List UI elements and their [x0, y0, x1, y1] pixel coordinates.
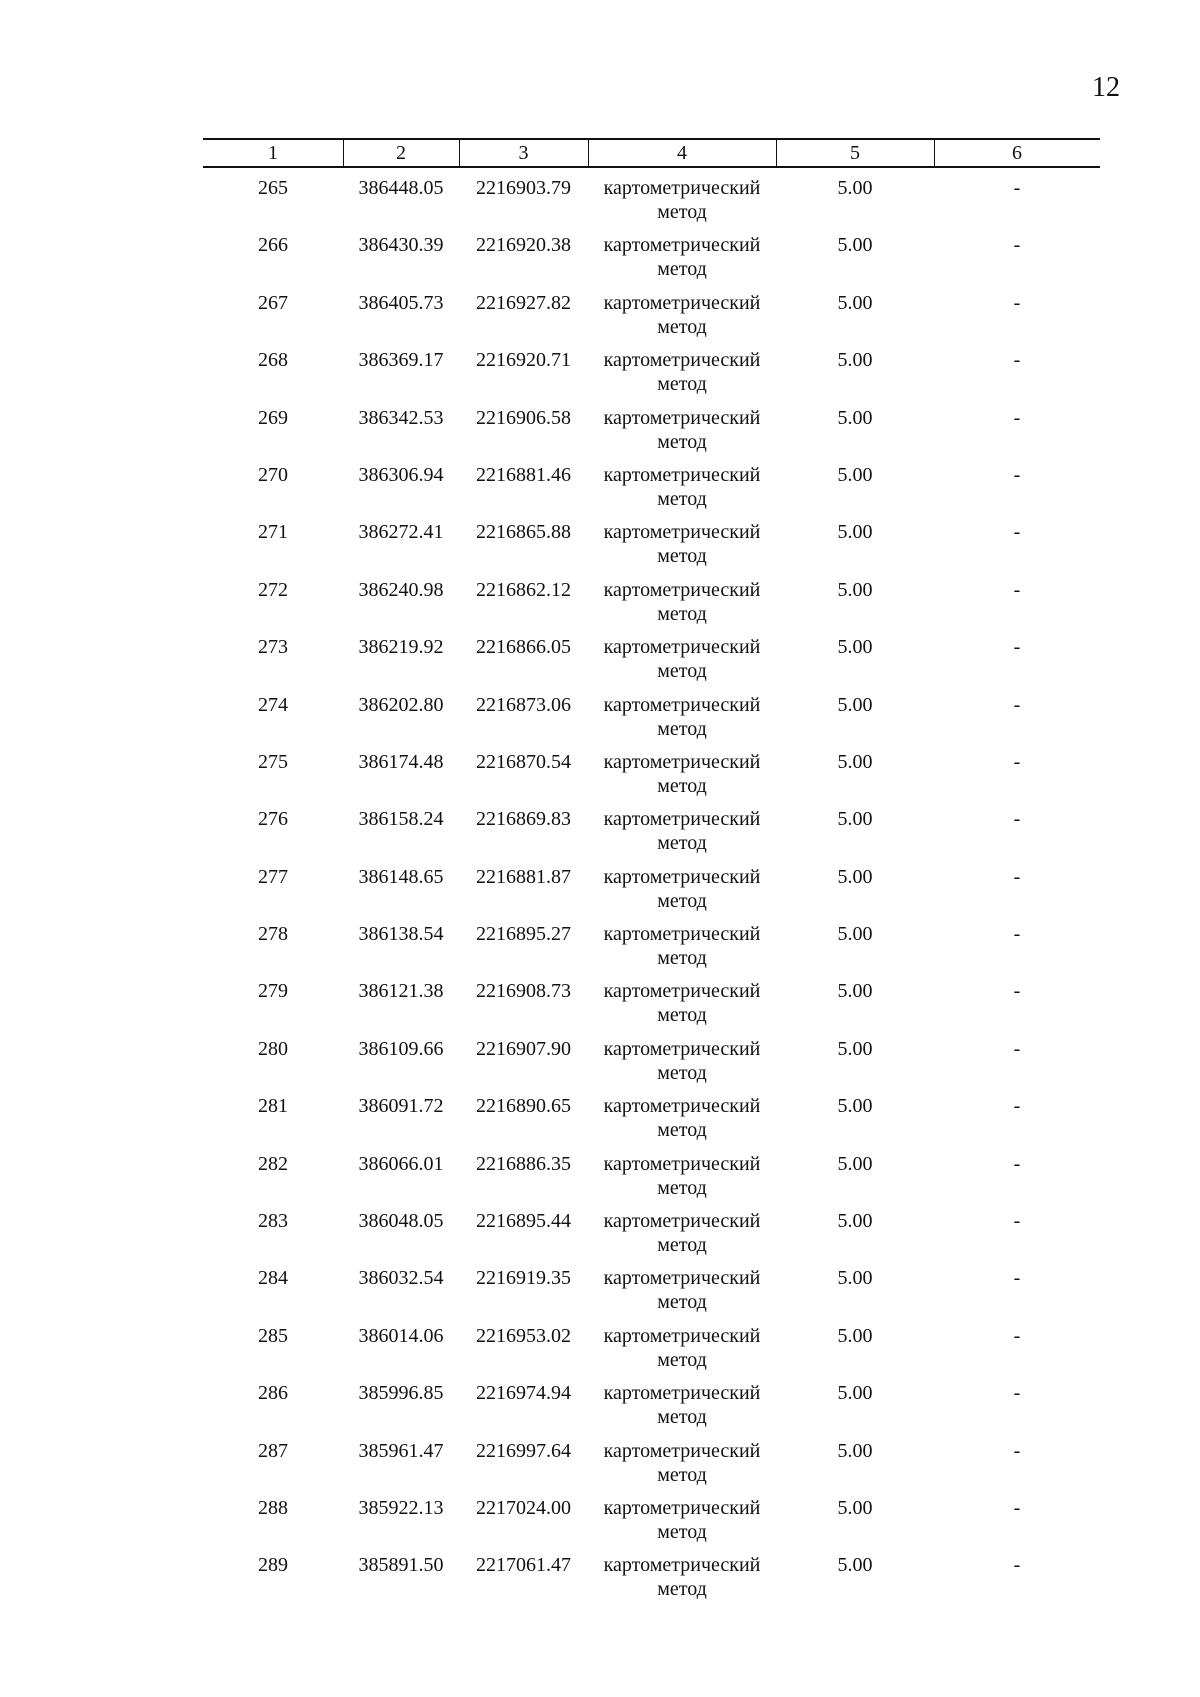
x-coordinate-cell: 386405.73 — [358, 291, 444, 314]
note-cell: - — [1013, 1152, 1021, 1175]
table-row — [203, 1496, 1100, 1553]
x-coordinate-cell: 386109.66 — [358, 1037, 444, 1060]
x-coordinate-cell: 386369.17 — [358, 349, 444, 372]
accuracy-cell: 5.00 — [837, 578, 873, 601]
method-line-1: картометрический — [603, 291, 761, 314]
accuracy-cell: 5.00 — [837, 1267, 873, 1290]
y-coordinate-cell: 2216903.79 — [476, 177, 571, 199]
method-line-2: метод — [657, 717, 707, 740]
y-coordinate-cell: 2217061.47 — [476, 1554, 571, 1577]
method-line-1: картометрический — [603, 1095, 761, 1118]
method-line-2: метод — [657, 545, 707, 568]
accuracy-cell: 5.00 — [837, 865, 873, 888]
accuracy-cell: 5.00 — [837, 1439, 873, 1462]
x-coordinate-cell: 386138.54 — [358, 923, 444, 946]
table-row — [203, 233, 1100, 290]
note-cell: - — [1013, 463, 1021, 486]
y-coordinate-cell: 2216953.02 — [476, 1324, 571, 1347]
method-cell — [588, 1439, 776, 1487]
y-coordinate-cell: 2216920.71 — [476, 349, 571, 372]
method-cell — [588, 348, 776, 396]
table-row — [203, 348, 1100, 405]
column-header-5: 5 — [850, 142, 860, 164]
x-coordinate-cell: 386121.38 — [358, 980, 444, 1003]
note-cell: - — [1013, 234, 1021, 257]
method-line-2: метод — [657, 660, 707, 683]
method-line-1: картометрический — [603, 349, 761, 372]
point-number-cell: 287 — [258, 1439, 288, 1462]
note-cell: - — [1013, 177, 1021, 199]
method-line-1: картометрический — [603, 578, 761, 601]
method-cell — [588, 1381, 776, 1429]
column-header-2: 2 — [396, 142, 406, 164]
accuracy-cell: 5.00 — [837, 291, 873, 314]
method-line-2: метод — [657, 1176, 707, 1199]
table-row — [203, 176, 1100, 233]
method-line-2: метод — [657, 1520, 707, 1543]
point-number-cell: 274 — [258, 693, 288, 716]
point-number-cell: 270 — [258, 463, 288, 486]
column-header-3: 3 — [518, 142, 529, 164]
method-line-2: метод — [657, 487, 707, 510]
point-number-cell: 275 — [258, 750, 288, 773]
y-coordinate-cell: 2216907.90 — [476, 1037, 571, 1060]
accuracy-cell: 5.00 — [837, 1324, 873, 1347]
method-line-2: метод — [657, 1348, 707, 1371]
table-row — [203, 463, 1100, 520]
note-cell: - — [1013, 980, 1021, 1003]
x-coordinate-cell: 386219.92 — [358, 636, 444, 659]
method-cell — [588, 1553, 776, 1601]
table-row — [203, 291, 1100, 348]
y-coordinate-cell: 2216873.06 — [476, 693, 571, 716]
table-row — [203, 1381, 1100, 1438]
x-coordinate-cell: 386342.53 — [358, 406, 444, 429]
method-cell — [588, 1266, 776, 1314]
x-coordinate-cell: 386032.54 — [358, 1267, 444, 1290]
method-cell — [588, 578, 776, 626]
x-coordinate-cell: 385891.50 — [358, 1554, 444, 1577]
method-cell — [588, 233, 776, 281]
method-line-1: картометрический — [603, 980, 761, 1003]
point-number-cell: 267 — [258, 291, 288, 314]
method-line-2: метод — [657, 774, 707, 797]
table-row — [203, 578, 1100, 635]
x-coordinate-cell: 386158.24 — [358, 808, 444, 831]
accuracy-cell: 5.00 — [837, 636, 873, 659]
point-number-cell: 265 — [258, 177, 288, 199]
method-line-1: картометрический — [603, 1439, 761, 1462]
table-row — [203, 979, 1100, 1036]
column-header-4: 4 — [677, 142, 687, 164]
accuracy-cell: 5.00 — [837, 234, 873, 257]
note-cell: - — [1013, 406, 1021, 429]
x-coordinate-cell: 386091.72 — [358, 1095, 444, 1118]
y-coordinate-cell: 2216870.54 — [476, 750, 571, 773]
method-line-1: картометрический — [603, 177, 761, 199]
method-line-2: метод — [657, 947, 707, 970]
x-coordinate-cell: 386240.98 — [358, 578, 444, 601]
point-number-cell: 273 — [258, 636, 288, 659]
y-coordinate-cell: 2216908.73 — [476, 980, 571, 1003]
table-row — [203, 1324, 1100, 1381]
method-cell — [588, 922, 776, 970]
note-cell: - — [1013, 923, 1021, 946]
method-line-1: картометрический — [603, 1267, 761, 1290]
accuracy-cell: 5.00 — [837, 521, 873, 544]
point-number-cell: 285 — [258, 1324, 288, 1347]
accuracy-cell: 5.00 — [837, 750, 873, 773]
method-line-1: картометрический — [603, 463, 761, 486]
accuracy-cell: 5.00 — [837, 177, 873, 199]
method-line-2: метод — [657, 1061, 707, 1084]
note-cell: - — [1013, 291, 1021, 314]
table-row — [203, 922, 1100, 979]
point-number-cell: 269 — [258, 406, 288, 429]
point-number-cell: 278 — [258, 923, 288, 946]
method-line-1: картометрический — [603, 1324, 761, 1347]
method-line-1: картометрический — [603, 1382, 761, 1405]
note-cell: - — [1013, 1267, 1021, 1290]
method-line-2: метод — [657, 832, 707, 855]
method-cell — [588, 176, 776, 224]
y-coordinate-cell: 2216881.87 — [476, 865, 571, 888]
point-number-cell: 271 — [258, 521, 288, 544]
table-row — [203, 1152, 1100, 1209]
y-coordinate-cell: 2217024.00 — [476, 1496, 571, 1519]
method-line-2: метод — [657, 258, 707, 281]
method-line-1: картометрический — [603, 1496, 761, 1519]
point-number-cell: 286 — [258, 1382, 288, 1405]
y-coordinate-cell: 2216890.65 — [476, 1095, 571, 1118]
table-row — [203, 1209, 1100, 1266]
x-coordinate-cell: 386066.01 — [358, 1152, 444, 1175]
x-coordinate-cell: 386014.06 — [358, 1324, 444, 1347]
method-line-2: метод — [657, 430, 707, 453]
method-line-1: картометрический — [603, 1210, 761, 1233]
x-coordinate-cell: 385922.13 — [358, 1496, 444, 1519]
method-line-1: картометрический — [603, 865, 761, 888]
method-line-2: метод — [657, 315, 707, 338]
method-line-1: картометрический — [603, 1152, 761, 1175]
method-line-2: метод — [657, 602, 707, 625]
table-body — [203, 176, 1100, 1611]
point-number-cell: 283 — [258, 1210, 288, 1233]
y-coordinate-cell: 2216906.58 — [476, 406, 571, 429]
method-cell — [588, 1037, 776, 1085]
note-cell: - — [1013, 578, 1021, 601]
y-coordinate-cell: 2216881.46 — [476, 463, 571, 486]
method-cell — [588, 807, 776, 855]
note-cell: - — [1013, 1496, 1021, 1519]
point-number-cell: 279 — [258, 980, 288, 1003]
method-cell — [588, 1209, 776, 1257]
x-coordinate-cell: 386430.39 — [358, 234, 444, 257]
point-number-cell: 289 — [258, 1554, 288, 1577]
note-cell: - — [1013, 808, 1021, 831]
note-cell: - — [1013, 1037, 1021, 1060]
note-cell: - — [1013, 865, 1021, 888]
x-coordinate-cell: 386306.94 — [358, 463, 444, 486]
table-row — [203, 807, 1100, 864]
note-cell: - — [1013, 750, 1021, 773]
note-cell: - — [1013, 1554, 1021, 1577]
table-row — [203, 406, 1100, 463]
method-cell — [588, 291, 776, 339]
table-header — [203, 138, 1100, 168]
y-coordinate-cell: 2216866.05 — [476, 636, 571, 659]
accuracy-cell: 5.00 — [837, 406, 873, 429]
y-coordinate-cell: 2216865.88 — [476, 521, 571, 544]
method-line-1: картометрический — [603, 521, 761, 544]
x-coordinate-cell: 386448.05 — [358, 177, 444, 199]
y-coordinate-cell: 2216869.83 — [476, 808, 571, 831]
method-line-2: метод — [657, 1291, 707, 1314]
accuracy-cell: 5.00 — [837, 980, 873, 1003]
y-coordinate-cell: 2216997.64 — [476, 1439, 571, 1462]
note-cell: - — [1013, 1439, 1021, 1462]
point-number-cell: 280 — [258, 1037, 288, 1060]
method-cell — [588, 463, 776, 511]
table-row — [203, 1094, 1100, 1151]
method-line-1: картометрический — [603, 1554, 761, 1577]
note-cell: - — [1013, 636, 1021, 659]
accuracy-cell: 5.00 — [837, 1037, 873, 1060]
column-header-1: 1 — [268, 142, 278, 164]
method-line-2: метод — [657, 889, 707, 912]
method-cell — [588, 406, 776, 454]
method-line-1: картометрический — [603, 406, 761, 429]
accuracy-cell: 5.00 — [837, 463, 873, 486]
note-cell: - — [1013, 521, 1021, 544]
method-line-1: картометрический — [603, 636, 761, 659]
table-row — [203, 520, 1100, 577]
accuracy-cell: 5.00 — [837, 1152, 873, 1175]
method-line-2: метод — [657, 1406, 707, 1429]
x-coordinate-cell: 385961.47 — [358, 1439, 444, 1462]
x-coordinate-cell: 386048.05 — [358, 1210, 444, 1233]
point-number-cell: 281 — [258, 1095, 288, 1118]
accuracy-cell: 5.00 — [837, 1496, 873, 1519]
method-line-1: картометрический — [603, 1037, 761, 1060]
table-row — [203, 1266, 1100, 1323]
column-header-6: 6 — [1012, 142, 1022, 164]
method-cell — [588, 1496, 776, 1544]
x-coordinate-cell: 386148.65 — [358, 865, 444, 888]
point-number-cell: 288 — [258, 1496, 288, 1519]
accuracy-cell: 5.00 — [837, 1095, 873, 1118]
x-coordinate-cell: 386272.41 — [358, 521, 444, 544]
method-line-2: метод — [657, 1119, 707, 1142]
method-line-2: метод — [657, 1578, 707, 1601]
table-row — [203, 635, 1100, 692]
point-number-cell: 282 — [258, 1152, 288, 1175]
method-line-1: картометрический — [603, 234, 761, 257]
note-cell: - — [1013, 1324, 1021, 1347]
y-coordinate-cell: 2216920.38 — [476, 234, 571, 257]
x-coordinate-cell: 386202.80 — [358, 693, 444, 716]
method-cell — [588, 979, 776, 1027]
point-number-cell: 272 — [258, 578, 288, 601]
table-row — [203, 1439, 1100, 1496]
y-coordinate-cell: 2216927.82 — [476, 291, 571, 314]
table-row — [203, 1553, 1100, 1610]
method-cell — [588, 693, 776, 741]
note-cell: - — [1013, 349, 1021, 372]
x-coordinate-cell: 385996.85 — [358, 1382, 444, 1405]
y-coordinate-cell: 2216919.35 — [476, 1267, 571, 1290]
accuracy-cell: 5.00 — [837, 349, 873, 372]
method-line-2: метод — [657, 1004, 707, 1027]
method-line-1: картометрический — [603, 693, 761, 716]
table-row — [203, 750, 1100, 807]
method-line-1: картометрический — [603, 923, 761, 946]
method-line-2: метод — [657, 373, 707, 396]
method-line-2: метод — [657, 1463, 707, 1486]
method-cell — [588, 1324, 776, 1372]
point-number-cell: 266 — [258, 234, 288, 257]
accuracy-cell: 5.00 — [837, 693, 873, 716]
y-coordinate-cell: 2216886.35 — [476, 1152, 571, 1175]
method-cell — [588, 520, 776, 568]
note-cell: - — [1013, 1382, 1021, 1405]
point-number-cell: 277 — [258, 865, 288, 888]
point-number-cell: 268 — [258, 349, 288, 372]
method-cell — [588, 1152, 776, 1200]
method-line-1: картометрический — [603, 808, 761, 831]
point-number-cell: 276 — [258, 808, 288, 831]
table-row — [203, 865, 1100, 922]
table-row — [203, 693, 1100, 750]
method-cell — [588, 635, 776, 683]
note-cell: - — [1013, 1210, 1021, 1233]
page-number: 12 — [1092, 72, 1120, 103]
y-coordinate-cell: 2216895.27 — [476, 923, 571, 946]
method-cell — [588, 1094, 776, 1142]
note-cell: - — [1013, 693, 1021, 716]
method-line-2: метод — [657, 1234, 707, 1257]
y-coordinate-cell: 2216895.44 — [476, 1210, 571, 1233]
accuracy-cell: 5.00 — [837, 808, 873, 831]
accuracy-cell: 5.00 — [837, 1210, 873, 1233]
method-line-2: метод — [657, 201, 707, 223]
table-row — [203, 1037, 1100, 1094]
y-coordinate-cell: 2216974.94 — [476, 1382, 571, 1405]
method-cell — [588, 750, 776, 798]
note-cell: - — [1013, 1095, 1021, 1118]
method-line-1: картометрический — [603, 750, 761, 773]
accuracy-cell: 5.00 — [837, 923, 873, 946]
accuracy-cell: 5.00 — [837, 1554, 873, 1577]
accuracy-cell: 5.00 — [837, 1382, 873, 1405]
y-coordinate-cell: 2216862.12 — [476, 578, 571, 601]
method-cell — [588, 865, 776, 913]
point-number-cell: 284 — [258, 1267, 288, 1290]
x-coordinate-cell: 386174.48 — [358, 750, 444, 773]
